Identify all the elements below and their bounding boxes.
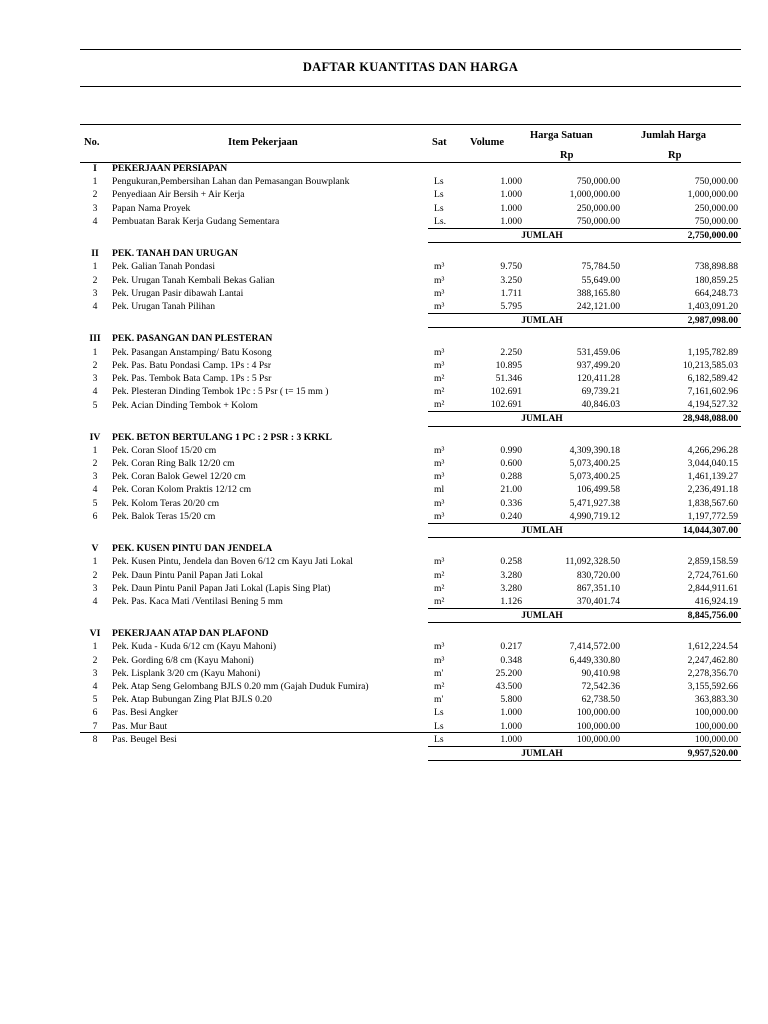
subtotal-value: 2,750,000.00 (620, 228, 741, 242)
table-row (80, 470, 741, 483)
item-number: 1 (92, 176, 98, 188)
item-total-price: 100,000.00 (694, 707, 738, 719)
item-unit: m³ (434, 654, 445, 666)
section-name: PEK. KUSEN PINTU DAN JENDELA (112, 543, 273, 555)
item-description: Pek. Pas. Batu Pondasi Camp. 1Ps : 4 Psr (112, 359, 272, 371)
item-unit: m³ (434, 261, 445, 273)
item-volume: 3.250 (500, 274, 522, 286)
item-volume: 102.691 (490, 386, 522, 398)
header-price-unit: Rp (560, 150, 574, 161)
item-unit: Ls (434, 189, 444, 201)
item-description: Pek. Kusen Pintu, Jendela dan Boven 6/12 cm Kayu Jati Lokal (112, 556, 353, 568)
section-header-row (80, 247, 741, 260)
item-unit-price: 5,073,400.25 (569, 458, 620, 470)
item-number: 8 (92, 734, 98, 746)
item-number: 3 (92, 667, 98, 679)
table-row (80, 720, 741, 733)
item-description: Pek. Coran Balok Gewel 12/20 cm (112, 471, 246, 483)
header-total-unit: Rp (668, 150, 682, 161)
table-row (80, 582, 741, 595)
item-unit-price: 7,414,572.00 (569, 641, 620, 653)
item-volume: 0.240 (500, 510, 522, 522)
subtotal-spacer (80, 523, 428, 537)
item-number: 2 (92, 274, 98, 286)
item-unit-price: 69,739.21 (581, 386, 620, 398)
item-unit-price: 120,411.28 (577, 372, 620, 384)
item-number: 3 (92, 287, 98, 299)
table-row (80, 568, 741, 581)
table-row (80, 372, 741, 385)
item-number: 1 (92, 641, 98, 653)
item-description: Pek. Galian Tanah Pondasi (112, 261, 216, 273)
item-volume: 1.000 (500, 720, 522, 732)
item-total-price: 2,844,911.61 (687, 582, 738, 594)
table-row (80, 733, 741, 747)
item-total-price: 416,924.19 (694, 595, 738, 607)
item-total-price: 1,197,772.59 (687, 510, 738, 522)
item-description: Pas. Besi Angker (112, 707, 178, 719)
item-unit-price: 830,720.00 (576, 569, 620, 581)
table-row (80, 595, 741, 609)
subtotal-label: JUMLAH (464, 314, 620, 328)
page-title: DAFTAR KUANTITAS DAN HARGA (302, 60, 519, 74)
header-sat: Sat (432, 137, 447, 148)
item-total-price: 2,278,356.70 (687, 667, 738, 679)
subtotal-label: JUMLAH (464, 228, 620, 242)
subtotal-value: 2,987,098.00 (620, 314, 741, 328)
item-total-price: 3,155,592.66 (687, 681, 738, 693)
item-unit-price: 11,092,328.50 (565, 556, 620, 568)
item-unit: m³ (434, 300, 445, 312)
subtotal-label: JUMLAH (464, 609, 620, 623)
item-total-price: 1,195,782.89 (687, 346, 738, 358)
item-volume: 1.711 (500, 287, 522, 299)
section-code: V (91, 543, 99, 555)
item-total-price: 1,000,000.00 (687, 189, 738, 201)
section-name: PEKERJAAN ATAP DAN PLAFOND (112, 628, 269, 640)
section-code: IV (89, 431, 101, 443)
section-name: PEK. BETON BERTULANG 1 PC : 2 PSR : 3 KRKL (112, 431, 332, 443)
item-unit: m³ (434, 510, 445, 522)
item-unit-price: 250,000.00 (576, 202, 620, 214)
item-unit: m² (434, 569, 445, 581)
item-unit-price: 5,471,927.38 (569, 497, 620, 509)
item-total-price: 2,236,491.18 (687, 484, 738, 496)
item-volume: 1.000 (500, 215, 522, 227)
item-total-price: 1,461,139.27 (687, 471, 738, 483)
item-number: 6 (92, 511, 98, 523)
section-name: PEK. TANAH DAN URUGAN (112, 248, 238, 260)
item-number: 4 (92, 681, 98, 693)
item-description: Pek. Coran Sloof 15/20 cm (112, 444, 217, 456)
item-unit-price: 242,121.00 (576, 300, 620, 312)
item-unit-price: 72,542.36 (581, 681, 620, 693)
top-rule (80, 49, 741, 50)
section-header-row (80, 162, 741, 175)
header-item: Item Pekerjaan (228, 137, 298, 148)
item-unit-price: 4,990,719.12 (569, 510, 620, 522)
item-total-price: 7,161,602.96 (687, 386, 738, 398)
header-top-rule (80, 124, 741, 125)
item-volume: 1.126 (500, 595, 522, 607)
table-row (80, 175, 741, 188)
item-number: 3 (92, 202, 98, 214)
item-volume: 51.346 (495, 372, 522, 384)
item-description: Pek. Pas. Kaca Mati /Ventilasi Bening 5 mm (112, 596, 283, 608)
item-unit-price: 937,499.20 (576, 359, 620, 371)
item-number: 1 (92, 556, 98, 568)
item-total-price: 4,266,296.28 (687, 444, 738, 456)
table-row (80, 202, 741, 215)
boq-table (80, 162, 741, 761)
table-row (80, 359, 741, 372)
item-unit-price: 40,846.03 (581, 399, 620, 411)
item-total-price: 2,859,158.59 (687, 556, 738, 568)
section-header-row (80, 332, 741, 345)
item-volume: 1.000 (500, 733, 522, 745)
item-volume: 5.795 (500, 300, 522, 312)
subtotal-spacer (80, 609, 428, 623)
item-description: Pek. Urugan Tanah Pilihan (112, 301, 216, 313)
subtotal-gap (428, 746, 464, 760)
item-total-price: 100,000.00 (694, 733, 738, 745)
item-total-price: 100,000.00 (694, 720, 738, 732)
item-unit: m³ (434, 641, 445, 653)
item-description: Pas. Mur Baut (112, 720, 168, 732)
section-name: PEK. PASANGAN DAN PLESTERAN (112, 333, 273, 345)
table-row (80, 654, 741, 667)
item-description: Pek. Kolom Teras 20/20 cm (112, 497, 220, 509)
item-total-price: 750,000.00 (694, 176, 738, 188)
item-unit: m' (434, 667, 444, 679)
item-number: 4 (92, 216, 98, 228)
item-unit: m³ (434, 458, 445, 470)
item-description: Pek. Lisplank 3/20 cm (Kayu Mahoni) (112, 667, 261, 679)
item-unit: m³ (434, 359, 445, 371)
subtotal-spacer (80, 746, 428, 760)
item-unit: m³ (434, 497, 445, 509)
item-unit-price: 5,073,400.25 (569, 471, 620, 483)
item-volume: 25.200 (495, 667, 522, 679)
table-row (80, 497, 741, 510)
subtotal-value: 8,845,756.00 (620, 609, 741, 623)
table-row (80, 444, 741, 457)
section-name: PEKERJAAN PERSIAPAN (112, 163, 228, 175)
item-unit: m² (434, 595, 445, 607)
title-rule (80, 86, 741, 87)
item-number: 5 (92, 399, 98, 411)
table-row (80, 680, 741, 693)
table-row (80, 274, 741, 287)
item-unit-price: 4,309,390.18 (569, 444, 620, 456)
item-number: 2 (92, 654, 98, 666)
section-code: I (93, 163, 97, 175)
item-description: Pek. Balok Teras 15/20 cm (112, 511, 216, 523)
table-row (80, 260, 741, 273)
subtotal-label: JUMLAH (464, 746, 620, 760)
subtotal-value: 14,044,307.00 (620, 523, 741, 537)
item-unit: Ls (434, 176, 444, 188)
table-row (80, 667, 741, 680)
subtotal-row (80, 412, 741, 426)
item-unit-price: 100,000.00 (576, 733, 620, 745)
subtotal-gap (428, 228, 464, 242)
item-number: 5 (92, 497, 98, 509)
table-row (80, 555, 741, 568)
item-description: Pek. Pas. Tembok Bata Camp. 1Ps : 5 Psr (112, 372, 272, 384)
item-number: 1 (92, 261, 98, 273)
table-row (80, 510, 741, 524)
item-total-price: 3,044,040.15 (687, 458, 738, 470)
item-total-price: 664,248.73 (694, 287, 738, 299)
item-unit: m² (434, 399, 445, 411)
item-description: Pek. Coran Kolom Praktis 12/12 cm (112, 484, 252, 496)
table-row (80, 188, 741, 201)
section-header-row (80, 627, 741, 640)
item-unit: m³ (434, 346, 445, 358)
item-unit: m' (434, 694, 444, 706)
item-description: Papan Nama Proyek (112, 202, 191, 214)
subtotal-spacer (80, 228, 428, 242)
item-volume: 21.00 (500, 484, 522, 496)
item-unit-price: 75,784.50 (581, 261, 620, 273)
item-volume: 9.750 (500, 261, 522, 273)
item-unit: Ls (434, 202, 444, 214)
item-unit-price: 750,000.00 (576, 215, 620, 227)
subtotal-gap (428, 523, 464, 537)
subtotal-row (80, 609, 741, 623)
item-description: Pek. Atap Seng Gelombang BJLS 0.20 mm (Gajah Duduk Fumira) (112, 681, 369, 693)
subtotal-row (80, 314, 741, 328)
table-row (80, 385, 741, 398)
item-unit: m³ (434, 471, 445, 483)
item-volume: 10.895 (495, 359, 522, 371)
item-unit: Ls. (434, 215, 446, 227)
table-row (80, 640, 741, 653)
item-number: 2 (92, 569, 98, 581)
item-description: Pek. Atap Bubungan Zing Plat BJLS 0.20 (112, 694, 272, 706)
item-unit: m³ (434, 274, 445, 286)
subtotal-label: JUMLAH (464, 412, 620, 426)
item-total-price: 180,859.25 (694, 274, 738, 286)
subtotal-label: JUMLAH (464, 523, 620, 537)
item-unit: m² (434, 681, 445, 693)
item-volume: 0.348 (500, 654, 522, 666)
item-unit-price: 750,000.00 (576, 176, 620, 188)
item-unit: m³ (434, 444, 445, 456)
table-row (80, 706, 741, 719)
section-code: VI (89, 628, 101, 640)
item-volume: 1.000 (500, 202, 522, 214)
item-volume: 0.990 (500, 444, 522, 456)
item-unit-price: 6,449,330.80 (569, 654, 620, 666)
item-unit: ml (434, 484, 445, 496)
item-volume: 3.280 (500, 569, 522, 581)
item-unit-price: 1,000,000.00 (569, 189, 620, 201)
item-description: Pek. Daun Pintu Panil Papan Jati Lokal (112, 569, 264, 581)
item-description: Pek. Gording 6/8 cm (Kayu Mahoni) (112, 654, 254, 666)
section-header-row (80, 542, 741, 555)
subtotal-value: 28,948,088.00 (620, 412, 741, 426)
item-number: 4 (92, 301, 98, 313)
item-number: 7 (92, 720, 98, 732)
item-unit-price: 106,499.58 (576, 484, 620, 496)
item-volume: 1.000 (500, 176, 522, 188)
item-unit: m² (434, 386, 445, 398)
item-total-price: 750,000.00 (694, 215, 738, 227)
item-description: Pek. Kuda - Kuda 6/12 cm (Kayu Mahoni) (112, 641, 277, 653)
subtotal-row (80, 523, 741, 537)
table-row (80, 483, 741, 496)
item-number: 4 (92, 596, 98, 608)
item-description: Pek. Daun Pintu Panil Papan Jati Lokal (Lapis Sing Plat) (112, 582, 331, 594)
boq-body (80, 162, 741, 761)
subtotal-spacer (80, 412, 428, 426)
item-number: 3 (92, 471, 98, 483)
table-row (80, 398, 741, 412)
item-description: Pek. Coran Ring Balk 12/20 cm (112, 458, 235, 470)
item-volume: 0.288 (500, 471, 522, 483)
item-total-price: 1,838,567.60 (687, 497, 738, 509)
item-volume: 0.336 (500, 497, 522, 509)
item-description: Pek. Urugan Pasir dibawah Lantai (112, 287, 244, 299)
item-total-price: 738,898.88 (694, 261, 738, 273)
item-volume: 1.000 (500, 707, 522, 719)
item-unit: Ls (434, 707, 444, 719)
header-total: Jumlah Harga (641, 130, 707, 141)
item-unit-price: 531,459.06 (576, 346, 620, 358)
item-number: 3 (92, 372, 98, 384)
item-volume: 0.258 (500, 556, 522, 568)
item-total-price: 2,247,462.80 (687, 654, 738, 666)
header-no: No. (84, 137, 100, 148)
item-volume: 43.500 (495, 681, 522, 693)
item-unit-price: 100,000.00 (576, 707, 620, 719)
section-code: II (91, 248, 99, 260)
item-unit: Ls (434, 720, 444, 732)
table-row (80, 287, 741, 300)
table-row (80, 215, 741, 229)
table-row (80, 693, 741, 706)
item-description: Penyediaan Air Bersih + Air Kerja (112, 189, 245, 201)
item-total-price: 1,403,091.20 (687, 300, 738, 312)
item-total-price: 10,213,585.03 (682, 359, 738, 371)
item-unit-price: 867,351.10 (576, 582, 620, 594)
item-unit: m² (434, 582, 445, 594)
item-number: 3 (92, 582, 98, 594)
item-unit: Ls (434, 733, 444, 745)
item-total-price: 6,182,589.42 (687, 372, 738, 384)
item-unit-price: 55,649.00 (581, 274, 620, 286)
item-total-price: 1,612,224.54 (687, 641, 738, 653)
table-row (80, 457, 741, 470)
item-volume: 1.000 (500, 189, 522, 201)
item-number: 1 (92, 444, 98, 456)
section-code: III (89, 333, 101, 345)
item-description: Pek. Acian Dinding Tembok + Kolom (112, 399, 258, 411)
item-description: Pembuatan Barak Kerja Gudang Sementara (112, 216, 280, 228)
table-row (80, 300, 741, 314)
subtotal-value: 9,957,520.00 (620, 746, 741, 760)
item-total-price: 250,000.00 (694, 202, 738, 214)
header-price: Harga Satuan (530, 130, 593, 141)
item-description: Pek. Pasangan Anstamping/ Batu Kosong (112, 346, 272, 358)
table-bottom-rule (80, 732, 741, 733)
item-description: Pas. Beugel Besi (112, 734, 177, 746)
item-number: 2 (92, 359, 98, 371)
item-volume: 2.250 (500, 346, 522, 358)
item-unit-price: 100,000.00 (576, 720, 620, 732)
item-number: 5 (92, 694, 98, 706)
item-unit-price: 90,410.98 (581, 667, 620, 679)
subtotal-row (80, 228, 741, 242)
item-volume: 0.600 (500, 458, 522, 470)
item-unit-price: 370,401.74 (576, 595, 620, 607)
subtotal-gap (428, 412, 464, 426)
item-number: 2 (92, 458, 98, 470)
item-total-price: 2,724,761.60 (687, 569, 738, 581)
item-volume: 3.280 (500, 582, 522, 594)
table-row (80, 345, 741, 358)
item-description: Pek. Plesteran Dinding Tembok 1Pc : 5 Psr ( t= 15 mm ) (112, 386, 329, 398)
item-total-price: 4,194,527.32 (687, 399, 738, 411)
item-unit-price: 388,165.80 (576, 287, 620, 299)
item-number: 4 (92, 386, 98, 398)
item-number: 6 (92, 707, 98, 719)
item-description: Pek. Urugan Tanah Kembali Bekas Galian (112, 274, 275, 286)
item-number: 4 (92, 484, 98, 496)
item-unit-price: 62,738.50 (581, 694, 620, 706)
subtotal-gap (428, 314, 464, 328)
header-volume: Volume (470, 137, 505, 148)
item-unit: m³ (434, 287, 445, 299)
item-number: 2 (92, 189, 98, 201)
subtotal-row (80, 746, 741, 760)
item-description: Pengukuran,Pembersihan Lahan dan Pemasangan Bouwplank (112, 176, 350, 188)
item-unit: m³ (434, 556, 445, 568)
item-unit: m² (434, 372, 445, 384)
section-header-row (80, 431, 741, 444)
item-volume: 0.217 (500, 641, 522, 653)
item-number: 1 (92, 346, 98, 358)
item-total-price: 363,883.30 (694, 694, 738, 706)
subtotal-spacer (80, 314, 428, 328)
item-volume: 102.691 (490, 399, 522, 411)
item-volume: 5.800 (500, 694, 522, 706)
subtotal-gap (428, 609, 464, 623)
